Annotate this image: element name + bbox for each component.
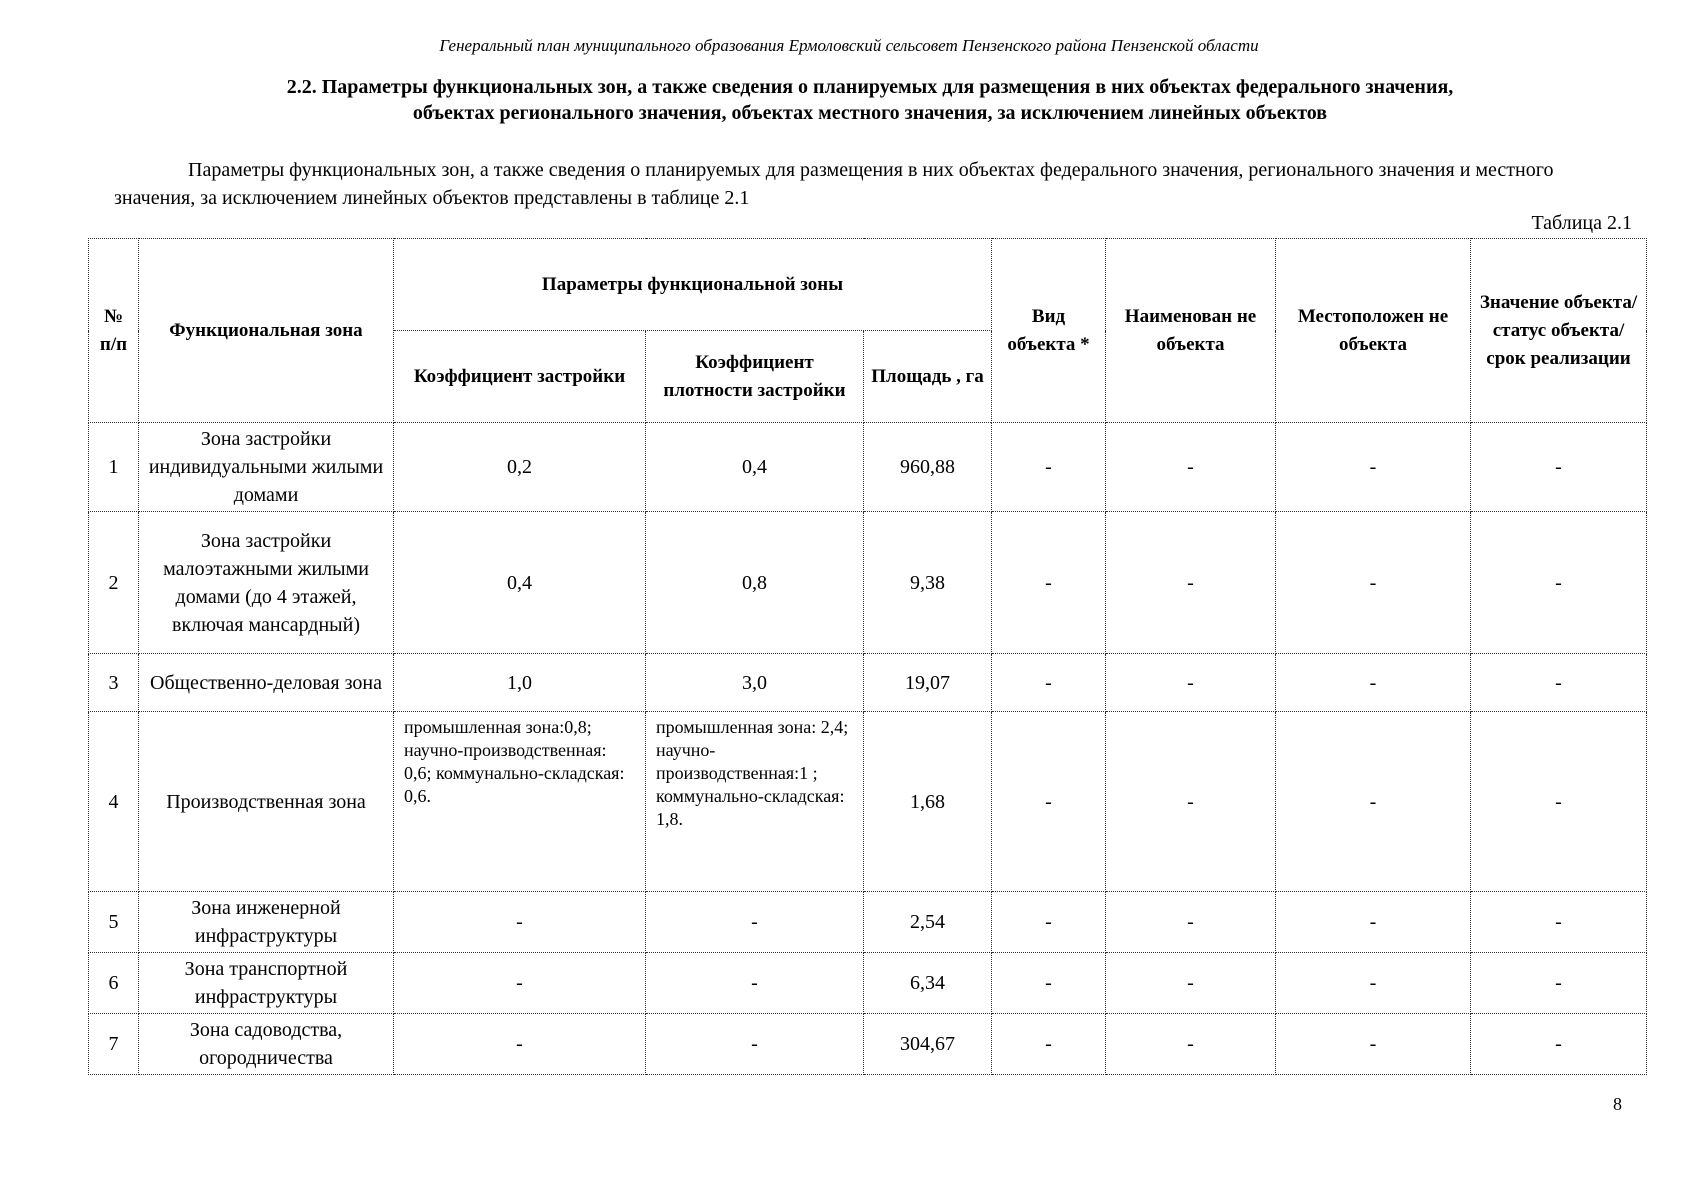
cell-object-type: -: [992, 654, 1106, 712]
table-row: [89, 1014, 1647, 1075]
cell-num: 5: [89, 892, 139, 953]
cell-coef-density: -: [646, 953, 864, 1014]
cell-num: 4: [89, 712, 139, 892]
cell-coef-density: промышленная зона: 2,4; научно-производственная:1 ; коммунально-складская: 1,8.: [646, 712, 864, 892]
cell-coef-build: промышленная зона:0,8; научно-производственная: 0,6; коммунально-складская: 0,6.: [394, 712, 646, 892]
cell-object-status: -: [1471, 654, 1647, 712]
cell-object-type: -: [992, 892, 1106, 953]
header-num: № п/п: [89, 239, 139, 423]
header-area: Площадь , га: [864, 331, 992, 423]
table-row: [89, 423, 1647, 512]
cell-area: 304,67: [864, 1014, 992, 1075]
cell-area: 960,88: [864, 423, 992, 512]
section-title-line-1: 2.2. Параметры функциональных зон, а также сведения о планируемых для размещения в них объектах федерального значения,: [286, 76, 1454, 98]
document-header: Генеральный план муниципального образования Ермоловский сельсовет Пензенского района Пензенской области: [439, 36, 1259, 55]
cell-object-status: -: [1471, 423, 1647, 512]
cell-area: 1,68: [864, 712, 992, 892]
cell-object-location: -: [1276, 1014, 1471, 1075]
page-number: 8: [1613, 1094, 1622, 1114]
table-row: [89, 712, 1647, 892]
cell-coef-build: 0,2: [394, 423, 646, 512]
cell-object-location: -: [1276, 712, 1471, 892]
header-object-location: Местоположен не объекта: [1276, 239, 1471, 423]
cell-zone: Зона застройки индивидуальными жилыми домами: [139, 423, 394, 512]
table-caption: Таблица 2.1: [1531, 212, 1632, 234]
header-object-status: Значение объекта/ статус объекта/ срок реализации: [1471, 239, 1647, 423]
cell-area: 19,07: [864, 654, 992, 712]
table-row: [89, 654, 1647, 712]
cell-num: 2: [89, 512, 139, 654]
zones-table: [88, 238, 1647, 1075]
cell-object-location: -: [1276, 892, 1471, 953]
cell-object-status: -: [1471, 892, 1647, 953]
cell-area: 2,54: [864, 892, 992, 953]
cell-object-name: -: [1106, 512, 1276, 654]
cell-zone: Общественно-деловая зона: [139, 654, 394, 712]
cell-coef-density: -: [646, 1014, 864, 1075]
cell-object-name: -: [1106, 712, 1276, 892]
cell-num: 7: [89, 1014, 139, 1075]
cell-object-location: -: [1276, 654, 1471, 712]
cell-zone: Зона садоводства, огородничества: [139, 1014, 394, 1075]
table-row: [89, 892, 1647, 953]
cell-num: 6: [89, 953, 139, 1014]
cell-area: 9,38: [864, 512, 992, 654]
cell-coef-build: 0,4: [394, 512, 646, 654]
cell-object-name: -: [1106, 423, 1276, 512]
cell-object-name: -: [1106, 1014, 1276, 1075]
header-zone: Функциональная зона: [139, 239, 394, 423]
cell-object-status: -: [1471, 1014, 1647, 1075]
header-object-name: Наименован не объекта: [1106, 239, 1276, 423]
cell-object-location: -: [1276, 953, 1471, 1014]
cell-num: 3: [89, 654, 139, 712]
cell-object-name: -: [1106, 892, 1276, 953]
cell-coef-density: -: [646, 892, 864, 953]
cell-object-type: -: [992, 423, 1106, 512]
cell-object-status: -: [1471, 512, 1647, 654]
cell-area: 6,34: [864, 953, 992, 1014]
cell-zone: Зона инженерной инфраструктуры: [139, 892, 394, 953]
cell-coef-build: 1,0: [394, 654, 646, 712]
cell-object-name: -: [1106, 654, 1276, 712]
cell-object-type: -: [992, 512, 1106, 654]
cell-zone: Производственная зона: [139, 712, 394, 892]
cell-coef-density: 0,4: [646, 423, 864, 512]
header-params-group: Параметры функциональной зоны: [394, 239, 992, 331]
cell-zone: Зона транспортной инфраструктуры: [139, 953, 394, 1014]
cell-object-location: -: [1276, 512, 1471, 654]
section-title: [90, 74, 1650, 126]
cell-object-status: -: [1471, 953, 1647, 1014]
cell-coef-density: 0,8: [646, 512, 864, 654]
cell-coef-build: -: [394, 892, 646, 953]
cell-num: 1: [89, 423, 139, 512]
cell-object-status: -: [1471, 712, 1647, 892]
cell-coef-density: 3,0: [646, 654, 864, 712]
intro-paragraph: Параметры функциональных зон, а также сведения о планируемых для размещения в них объектах федерального значения, регионального значения и местного значения, за исключением линейных объектов представлены в таблице 2.1: [114, 159, 1554, 209]
cell-object-type: -: [992, 953, 1106, 1014]
cell-object-type: -: [992, 1014, 1106, 1075]
header-coef-build: Коэффициент застройки: [394, 331, 646, 423]
cell-zone: Зона застройки малоэтажными жилыми домами (до 4 этажей, включая мансардный): [139, 512, 394, 654]
cell-coef-build: -: [394, 1014, 646, 1075]
section-title-line-2: объектах регионального значения, объектах местного значения, за исключением линейных объектов: [412, 102, 1328, 124]
table-row: [89, 953, 1647, 1014]
header-coef-density: Коэффициент плотности застройки: [646, 331, 864, 423]
header-object-type: Вид объекта *: [992, 239, 1106, 423]
table-row: [89, 512, 1647, 654]
cell-object-name: -: [1106, 953, 1276, 1014]
cell-coef-build: -: [394, 953, 646, 1014]
cell-object-type: -: [992, 712, 1106, 892]
cell-object-location: -: [1276, 423, 1471, 512]
